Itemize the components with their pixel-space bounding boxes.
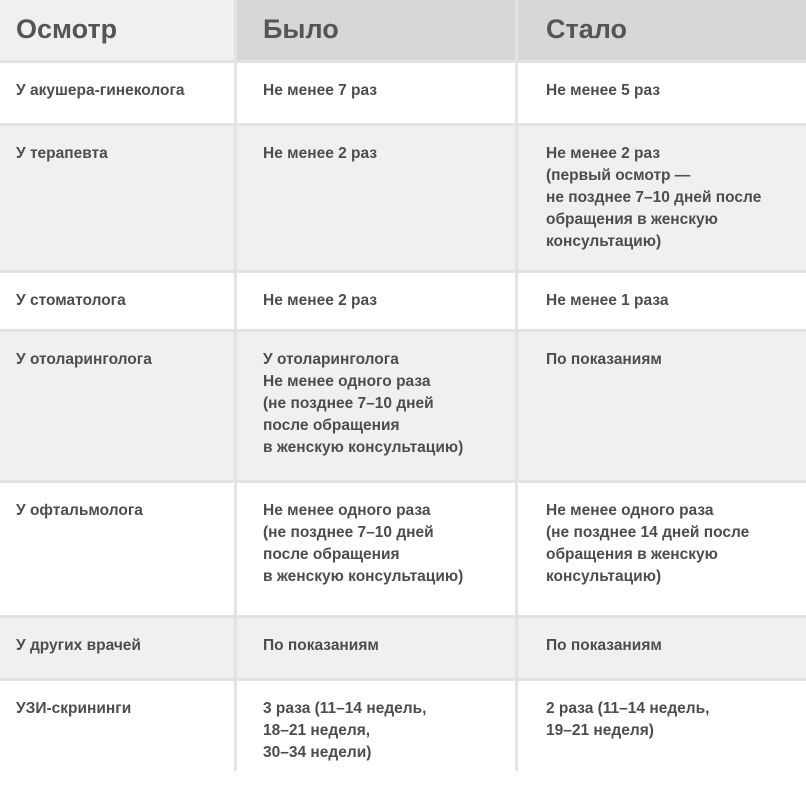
table-row-before: По показаниям xyxy=(237,618,515,678)
table-row-exam: УЗИ-скрининги xyxy=(0,681,234,792)
table-row-before: 3 раза (11–14 недель, 18–21 неделя, 30–34 недели) xyxy=(237,681,515,792)
table-row-after: По показаниям xyxy=(518,332,806,480)
table-row-exam: У отоларинголога xyxy=(0,332,234,480)
table-row-exam: У других врачей xyxy=(0,618,234,678)
table-row-after: Не менее одного раза (не позднее 14 дней после обращения в женскую консультацию) xyxy=(518,483,806,615)
table-row-exam: У офтальмолога xyxy=(0,483,234,615)
table-row-exam: У стоматолога xyxy=(0,273,234,329)
table-row-exam: У терапевта xyxy=(0,126,234,270)
table-row-after: Не менее 2 раз (первый осмотр — не позднее 7–10 дней после обращения в женскую консультацию) xyxy=(518,126,806,270)
table-row-before: У отоларинголога Не менее одного раза (не позднее 7–10 дней после обращения в женскую консультацию) xyxy=(237,332,515,480)
table-row-before: Не менее 7 раз xyxy=(237,63,515,123)
table-row-after: 2 раза (11–14 недель, 19–21 неделя) xyxy=(518,681,806,792)
table-row-after: По показаниям xyxy=(518,618,806,678)
header-before: Было xyxy=(237,0,515,60)
table-row-after: Не менее 1 раза xyxy=(518,273,806,329)
header-exam: Осмотр xyxy=(0,0,234,60)
header-after: Стало xyxy=(518,0,806,60)
table-row-exam: У акушера-гинеколога xyxy=(0,63,234,123)
table-row-after: Не менее 5 раз xyxy=(518,63,806,123)
table-row-before: Не менее 2 раз xyxy=(237,126,515,270)
table-row-before: Не менее одного раза (не позднее 7–10 дней после обращения в женскую консультацию) xyxy=(237,483,515,615)
table-row-before: Не менее 2 раз xyxy=(237,273,515,329)
